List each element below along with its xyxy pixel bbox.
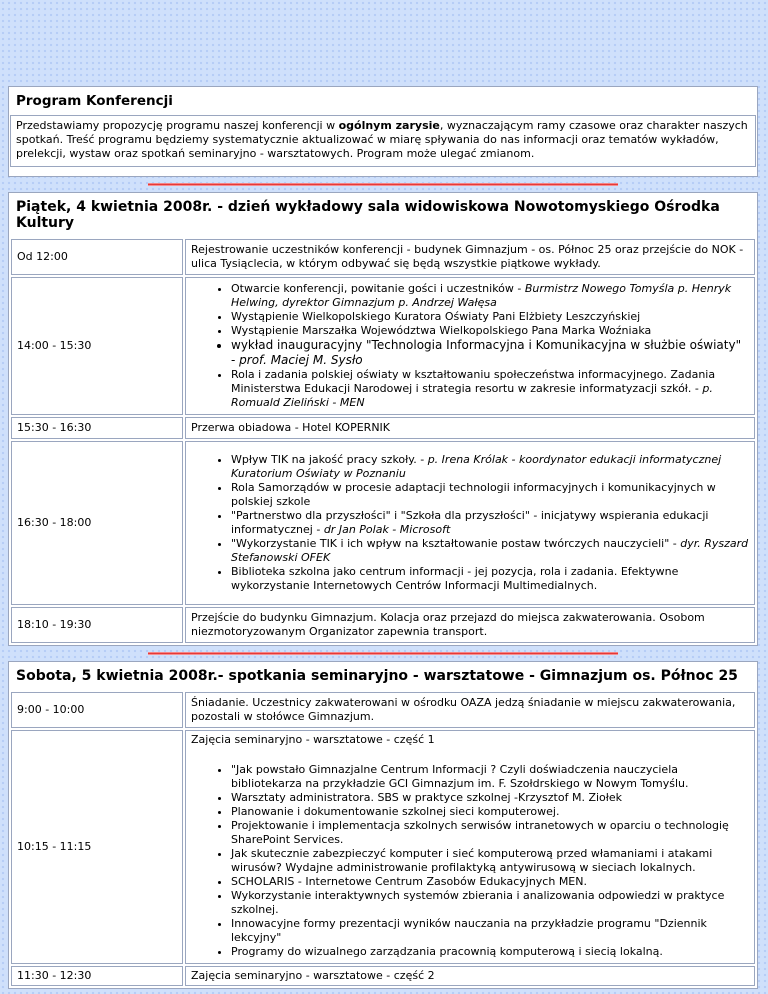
time-cell: 11:30 - 12:30	[11, 966, 183, 986]
list-item: • Wystąpienie Wielkopolskiego Kuratora Oświaty Pani Elżbiety Leszczyńskiej	[231, 310, 749, 324]
time-cell: 14:00 - 15:30	[11, 277, 183, 415]
event-list	[191, 763, 749, 959]
time-cell: 10:15 - 11:15	[11, 730, 183, 964]
list-item: • wykład inauguracyjny "Technologia Informacyjna i Komunikacyjna w służbie oświaty" - prof. Maciej M. Sysło	[231, 338, 749, 368]
table-row	[11, 607, 755, 643]
table-row	[11, 239, 755, 275]
list-item: • Warsztaty administratora. SBS w praktyce szkolnej -Krzysztof M. Ziołek	[231, 791, 749, 805]
table-row	[11, 277, 755, 415]
list-item: • Wpływ TIK na jakość pracy szkoły. - p. Irena Królak - koordynator edukacji informatycznej Kuratorium Oświaty w Poznaniu	[231, 453, 749, 481]
list-item: • Jak skutecznie zabezpieczyć komputer i sieć komputerową przed włamaniami i atakami wirusów? Wydajne administrowanie profilaktyką antywirusową w sieciach lokalnych.	[231, 847, 749, 875]
time-cell: 9:00 - 10:00	[11, 692, 183, 728]
event-list	[191, 282, 749, 410]
list-item: • Wykorzystanie interaktywnych systemów zbierania i analizowania odpowiedzi w praktyce szkolnej.	[231, 889, 749, 917]
list-item: • Planowanie i dokumentowanie szkolnej sieci komputerowej.	[231, 805, 749, 819]
event-cell: Zajęcia seminaryjno - warsztatowe - część 2	[185, 966, 755, 986]
table-row	[11, 441, 755, 605]
red-separator	[148, 183, 618, 186]
list-item: • Innowacyjne formy prezentacji wyników nauczania na przykładzie programu "Dziennik lekcyjny"	[231, 917, 749, 945]
table-row	[11, 730, 755, 964]
event-cell: Przejście do budynku Gimnazjum. Kolacja oraz przejazd do miejsca zakwaterowania. Osobom niezmotoryzowanym Organizator zapewnia transport.	[185, 607, 755, 643]
list-item: • Rola i zadania polskiej oświaty w kształtowaniu społeczeństwa informacyjnego. Zadania Ministerstwa Edukacji Narodowej i strategia resortu w zakresie informatyzacji szkół. - p. Romuald Zieliński - MEN	[231, 368, 749, 410]
list-item: • Projektowanie i implementacja szkolnych serwisów intranetowych w oparciu o technologię SharePoint Services.	[231, 819, 749, 847]
time-cell: 15:30 - 16:30	[11, 417, 183, 439]
saturday-section	[8, 661, 758, 989]
time-cell: Od 12:00	[11, 239, 183, 275]
list-item: • Rola Samorządów w procesie adaptacji technologii informacyjnych i komunikacyjnych w polskiej szkole	[231, 481, 749, 509]
workshop-lead: Zajęcia seminaryjno - warsztatowe - część 1	[191, 733, 435, 746]
time-cell: 16:30 - 18:00	[11, 441, 183, 605]
list-item: • Programy do wizualnego zarządzania pracownią komputerową i siecią lokalną.	[231, 945, 749, 959]
event-list	[191, 453, 749, 593]
red-separator	[148, 652, 618, 655]
program-page	[8, 86, 758, 989]
list-item: • "Wykorzystanie TIK i ich wpływ na kształtowanie postaw twórczych nauczycieli" - dyr. Ryszard Stefanowski OFEK	[231, 537, 749, 565]
event-cell: Śniadanie. Uczestnicy zakwaterowani w ośrodku OAZA jedzą śniadanie w miejscu zakwaterowania, pozostali w stołówce Gimnazjum.	[185, 692, 755, 728]
event-cell	[185, 730, 755, 964]
program-intro-text: Przedstawiamy propozycję programu naszej konferencji w ogólnym zarysie, wyznaczającym ramy czasowe oraz charakter naszych spotkań. Treść programu będziemy systematycznie aktualizować w miarę spływania do nas informacji oraz tematów wykładów, prelekcji, wystaw oraz spotkań seminaryjno - warsztatowych. Program może ulegać zmianom.	[10, 115, 756, 167]
event-cell	[185, 277, 755, 415]
event-cell: Przerwa obiadowa - Hotel KOPERNIK	[185, 417, 755, 439]
list-item: • "Partnerstwo dla przyszłości" i "Szkoła dla przyszłości" - inicjatywy wspierania edukacji informatycznej - dr Jan Polak - Microsoft	[231, 509, 749, 537]
list-item: • Otwarcie konferencji, powitanie gości i uczestników - Burmistrz Nowego Tomyśla p. Henryk Helwing, dyrektor Gimnazjum p. Andrzej Wałęsa	[231, 282, 749, 310]
list-item: • SCHOLARIS - Internetowe Centrum Zasobów Edukacyjnych MEN.	[231, 875, 749, 889]
event-cell: Rejestrowanie uczestników konferencji - budynek Gimnazjum - os. Północ 25 oraz przejście do NOK - ulica Tysiąclecia, w którym odbywać się będą wszystkie piątkowe wykłady.	[185, 239, 755, 275]
time-cell: 18:10 - 19:30	[11, 607, 183, 643]
list-item: • Biblioteka szkolna jako centrum informacji - jej pozycja, rola i zadania. Efektywne wykorzystanie Internetowych Centrów Informacji Multimedialnych.	[231, 565, 749, 593]
friday-title: Piątek, 4 kwietnia 2008r. - dzień wykładowy sala widowiskowa Nowotomyskiego Ośrodka Kultury	[16, 199, 720, 231]
list-item: • "Jak powstało Gimnazjalne Centrum Informacji ? Czyli doświadczenia nauczyciela bibliotekarza na przykładzie GCI Gimnazjum im. F. Szołdrskiego w Nowym Tomyślu.	[231, 763, 749, 791]
saturday-title: Sobota, 5 kwietnia 2008r.- spotkania seminaryjno - warsztatowe - Gimnazjum os. Północ 25	[16, 668, 738, 684]
program-title: Program Konferencji	[16, 93, 173, 109]
table-row	[11, 417, 755, 439]
table-row	[11, 692, 755, 728]
table-row	[11, 966, 755, 986]
friday-schedule-table	[9, 237, 757, 645]
friday-section	[8, 192, 758, 646]
program-intro-box	[8, 86, 758, 177]
list-item: • Wystąpienie Marszałka Województwa Wielkopolskiego Pana Marka Woźniaka	[231, 324, 749, 338]
saturday-schedule-table	[9, 690, 757, 988]
event-cell	[185, 441, 755, 605]
